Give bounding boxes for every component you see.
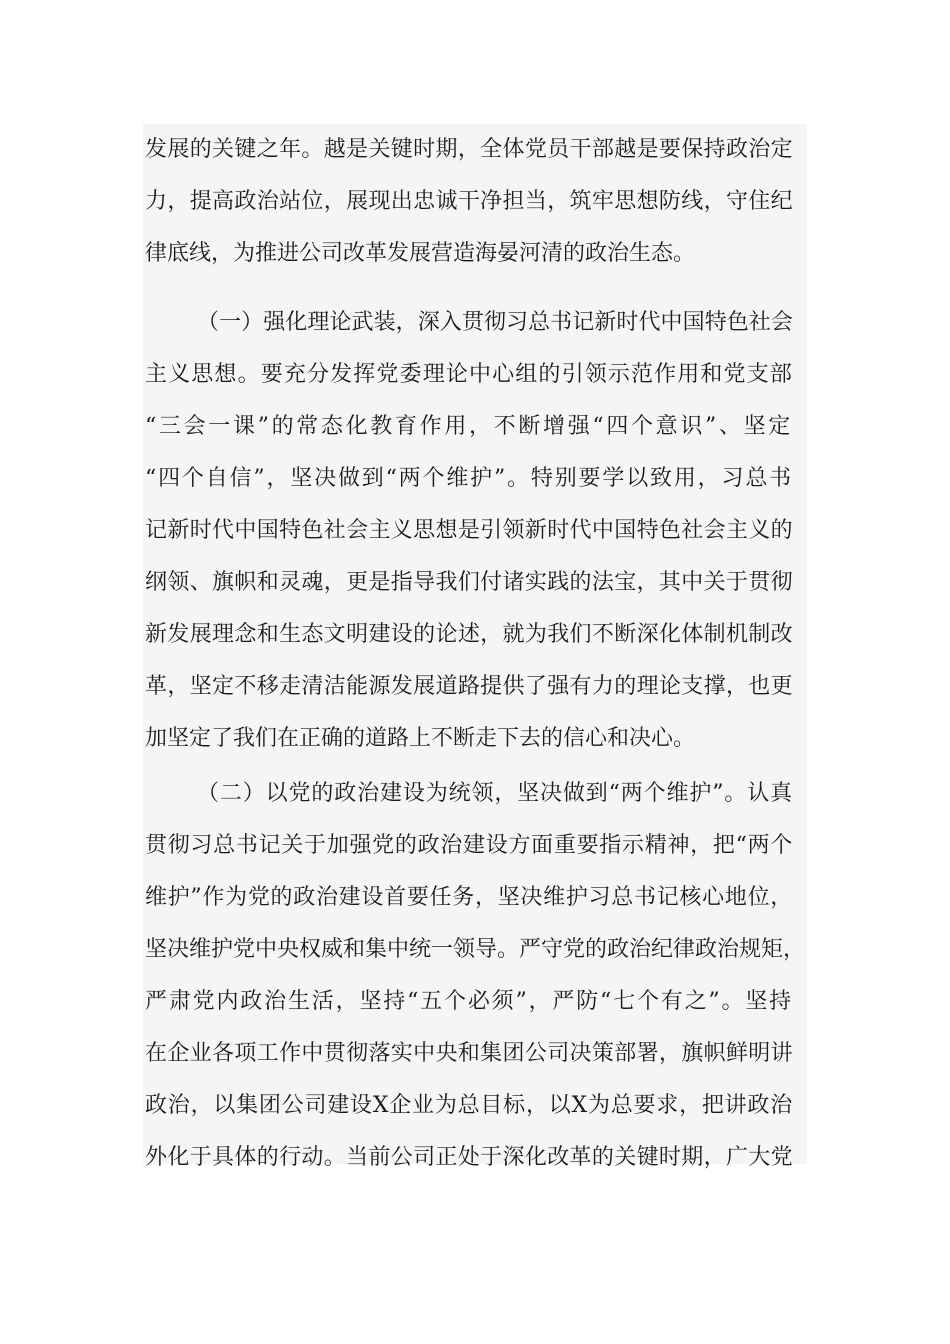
document-line: 贯彻习总书记关于加强党的政治建设方面重要指示精神，把“两个 [145,833,793,858]
document-line: （一）强化理论武装，深入贯彻习总书记新时代中国特色社会 [197,310,793,335]
document-line: “四个自信”，坚决做到“两个维护”。特别要学以致用，习总书 [145,466,793,491]
document-line: 发展的关键之年。越是关键时期，全体党员干部越是要保持政治定 [145,137,793,162]
document-line: 律底线，为推进公司改革发展营造海晏河清的政治生态。 [145,241,696,266]
document-line: 严肃党内政治生活，坚持“五个必须”，严防“七个有之”。坚持 [145,989,793,1014]
document-line: 革，坚定不移走清洁能源发展道路提供了强有力的理论支撑，也更 [145,674,793,699]
document-line: 政治，以集团公司建设X企业为总目标，以X为总要求，把讲政治 [145,1093,793,1118]
document-line: “三会一课”的常态化教育作用，不断增强“四个意识”、坚定 [145,414,793,439]
document-line: 主义思想。要充分发挥党委理论中心组的引领示范作用和党支部 [145,362,793,387]
document-line: 外化于具体的行动。当前公司正处于深化改革的关键时期，广大党 [145,1145,793,1170]
document-line: 纲领、旗帜和灵魂，更是指导我们付诸实践的法宝，其中关于贯彻 [145,570,793,595]
document-line: 记新时代中国特色社会主义思想是引领新时代中国特色社会主义的 [145,518,793,543]
document-line: 加坚定了我们在正确的道路上不断走下去的信心和决心。 [145,726,696,751]
document-line: 新发展理念和生态文明建设的论述，就为我们不断深化体制机制改 [145,622,793,647]
document-line: 坚决维护党中央权威和集中统一领导。严守党的政治纪律政治规矩， [145,937,806,962]
document-line: （二）以党的政治建设为统领，坚决做到“两个维护”。认真 [197,781,793,806]
document-line: 在企业各项工作中贯彻落实中央和集团公司决策部署，旗帜鲜明讲 [145,1041,793,1066]
document-line: 维护”作为党的政治建设首要任务，坚决维护习总书记核心地位， [145,885,793,910]
document-line: 力，提高政治站位，展现出忠诚干净担当，筑牢思想防线，守住纪 [145,189,793,214]
